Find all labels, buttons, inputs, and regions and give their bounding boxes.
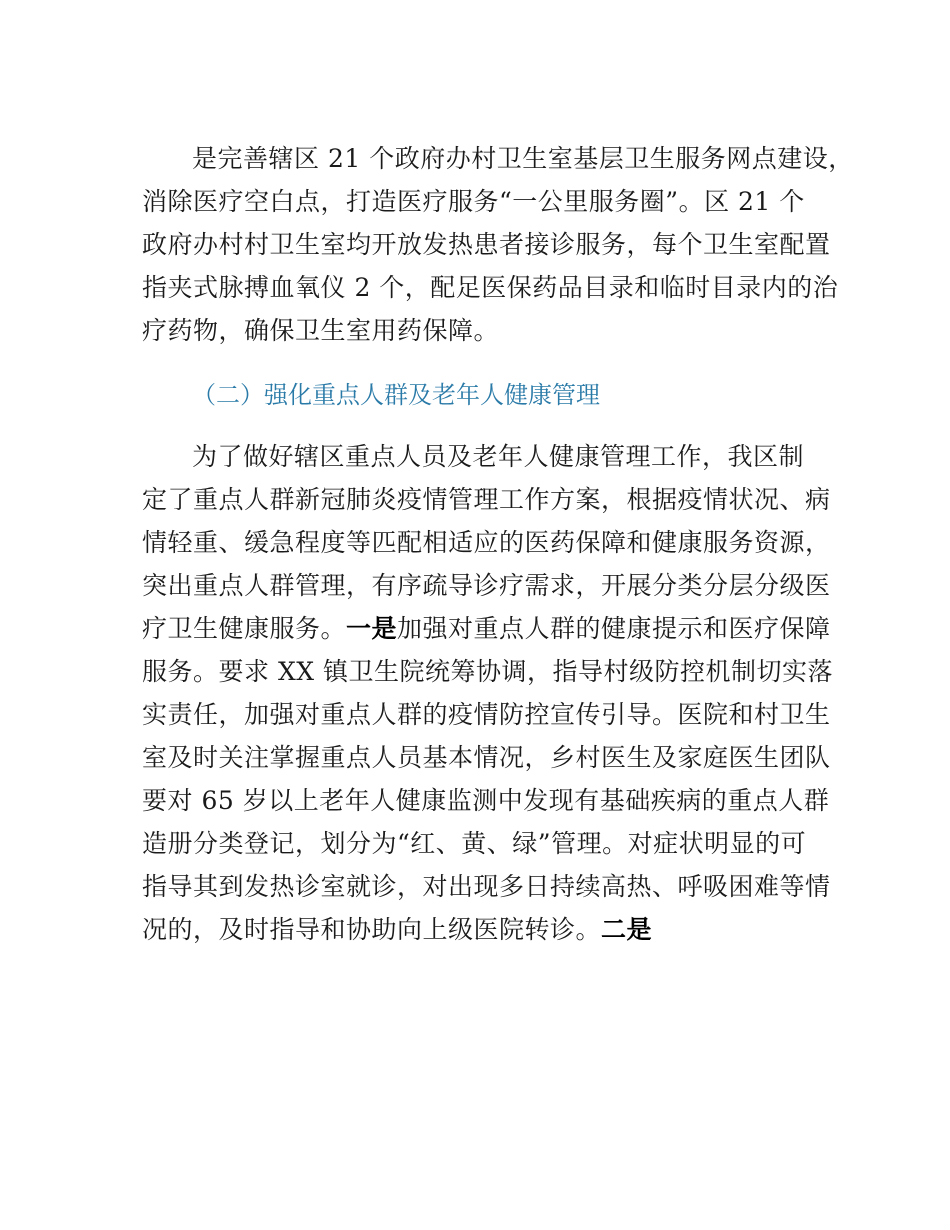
paragraph-line: 疗药物，确保卫生室用药保障。 [142, 316, 500, 345]
emphasis-yi-shi: 一是 [346, 614, 398, 643]
paragraph-line: 造册分类登记，划分为“红、黄、绿”管理。对症状明显的可 [142, 829, 807, 858]
paragraph-line: 政府办村村卫生室均开放发热患者接诊服务，每个卫生室配置 [142, 230, 831, 259]
paragraph-line: 指导其到发热诊室就诊，对出现多日持续高热、呼吸困难等情 [142, 872, 831, 901]
paragraph-line: 消除医疗空白点，打造医疗服务“一公里服务圈”。区 21 个 [142, 187, 805, 216]
paragraph-line: 定了重点人群新冠肺炎疫情管理工作方案，根据疫情状况、病 [142, 485, 831, 514]
emphasis-er-shi: 二是 [601, 915, 653, 944]
paragraph-line: 实责任，加强对重点人群的疫情防控宣传引导。医院和村卫生 [142, 700, 831, 729]
paragraph-line: 为了做好辖区重点人员及老年人健康管理工作，我区制 [192, 442, 805, 471]
paragraph-text: 况的，及时指导和协助向上级医院转诊。 [142, 915, 602, 944]
paragraph-line: 要对 65 岁以上老年人健康监测中发现有基础疾病的重点人群 [142, 786, 830, 815]
paragraph-line: 室及时关注掌握重点人员基本情况，乡村医生及家庭医生团队 [142, 743, 831, 772]
paragraph-line: 突出重点人群管理，有序疏导诊疗需求，开展分类分层分级医 [142, 571, 831, 600]
paragraph-line: 指夹式脉搏血氧仪 2 个，配足医保药品目录和临时目录内的治 [142, 273, 839, 302]
paragraph-line: 服务。要求 XX 镇卫生院统筹协调，指导村级防控机制切实落 [142, 657, 833, 686]
paragraph-text: 疗卫生健康服务。 [142, 614, 347, 643]
paragraph-line-with-emphasis [142, 910, 652, 950]
section-heading: （二）强化重点人群及老年人健康管理 [192, 381, 600, 409]
paragraph-line-with-emphasis [142, 609, 831, 649]
paragraph-line: 是完善辖区 21 个政府办村卫生室基层卫生服务网点建设， [192, 144, 854, 173]
paragraph-text: 加强对重点人群的健康提示和医疗保障 [397, 614, 831, 643]
paragraph-line: 情轻重、缓急程度等匹配相适应的医药保障和健康服务资源， [142, 528, 831, 557]
